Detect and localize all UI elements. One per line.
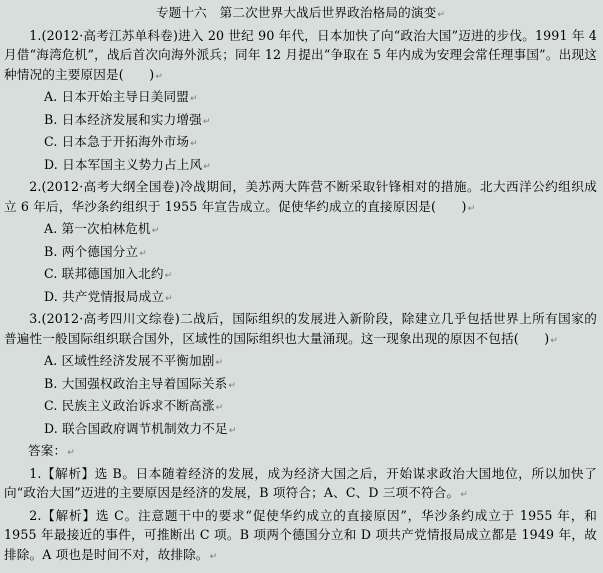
question-2-option-a: [4, 219, 597, 242]
option-text: A. 日本开始主导日美同盟: [44, 89, 189, 104]
question-2-option-d: [4, 287, 597, 310]
option-text: C. 民族主义政治诉求不断高涨: [44, 398, 215, 413]
paragraph-mark-icon: ↵: [228, 380, 237, 391]
option-text: B. 大国强权政治主导着国际关系: [44, 375, 228, 391]
question-1-option-a: [4, 87, 597, 110]
paragraph-mark-icon: ↵: [202, 116, 211, 127]
paragraph-mark-icon: ↵: [190, 139, 198, 149]
option-text: A. 区域性经济发展不平衡加剧: [44, 353, 215, 368]
option-text: A. 第一次柏林危机: [44, 221, 151, 236]
paragraph-mark-icon: ↵: [550, 335, 559, 346]
answers-heading-text: 答案：: [28, 443, 67, 458]
document-title: [4, 3, 597, 26]
option-text: C. 日本急于开拓海外市场: [44, 134, 190, 149]
paragraph-mark-icon: ↵: [67, 448, 75, 458]
answer-2: [4, 506, 597, 568]
question-3-option-d: [4, 419, 597, 442]
question-1-option-b: [4, 110, 597, 133]
option-text: D. 日本军国主义势力占上风: [44, 156, 203, 172]
answer-1: [4, 464, 597, 506]
question-1-stem-text: 1.(2012·高考江苏单科卷)进入 20 世纪 90 年代，日本加快了向“政治大国”迈进的步伐。1991 年 4 月借“海湾危机”，战后首次向海外派兵；同年 12 月提出“争取在 5 年内成为安理会常任理事国”。出现这种情况的主要原因是( ): [4, 27, 597, 82]
paragraph-mark-icon: ↵: [228, 425, 237, 436]
paragraph-mark-icon: ↵: [209, 551, 218, 562]
paragraph-mark-icon: ↵: [164, 271, 173, 281]
option-text: B. 两个德国分立: [44, 243, 139, 259]
paragraph-mark-icon: ↵: [203, 161, 211, 172]
document-title-text: 专题十六 第二次世界大战后世界政治格局的演变: [155, 5, 437, 20]
question-1-stem: [4, 26, 597, 88]
question-3-stem: [4, 309, 597, 351]
option-text: C. 联邦德国加入北约: [44, 266, 164, 281]
question-1-option-d: [4, 155, 597, 178]
question-3-option-a: [4, 351, 597, 374]
question-2-stem: [4, 177, 597, 219]
paragraph-mark-icon: ↵: [437, 10, 446, 20]
answers-heading: [4, 441, 597, 464]
question-3-option-c: [4, 396, 597, 419]
option-text: D. 联合国政府调节机制效力不足: [44, 420, 228, 436]
paragraph-mark-icon: ↵: [165, 293, 173, 304]
paragraph-mark-icon: ↵: [215, 403, 224, 413]
paragraph-mark-icon: ↵: [215, 358, 224, 368]
paragraph-mark-icon: ↵: [467, 203, 476, 214]
option-text: B. 日本经济发展和实力增强: [44, 111, 202, 127]
question-2-option-c: [4, 264, 597, 287]
question-3-option-b: [4, 374, 597, 397]
option-text: D. 共产党情报局成立: [44, 288, 165, 304]
question-1-option-c: [4, 132, 597, 155]
paragraph-mark-icon: ↵: [460, 490, 468, 500]
paragraph-mark-icon: ↵: [190, 94, 198, 104]
paragraph-mark-icon: ↵: [151, 226, 160, 236]
question-2-option-b: [4, 242, 597, 265]
question-2-stem-text: 2.(2012·高考大纲全国卷)冷战期间，美苏两大阵营不断采取针锋相对的措施。北大西洋公约组织成立 6 年后，华沙条约组织于 1955 年宣告成立。促使华约成立的直接原因是( ): [4, 179, 597, 214]
answer-1-text: 1.【解析】选 B。日本随着经济的发展，成为经济大国之后，开始谋求政治大国地位，所以加快了向“政治大国”迈进的主要原因是经济的发展，B 项符合；A、C、D 三项不符合。: [4, 465, 597, 500]
paragraph-mark-icon: ↵: [139, 248, 147, 259]
question-3-stem-text: 3.(2012·高考四川文综卷)二战后，国际组织的发展进入新阶段，除建立几乎包括世界上所有国家的普遍性一般国际组织联合国外，区域性的国际组织也大量涌现。这一现象出现的原因不包括( ): [4, 311, 597, 346]
answer-2-text: 2.【解析】选 C。注意题干中的要求“促使华约成立的直接原因”，华沙条约成立于 1955 年，和 1955 年最接近的事件，可推断出 C 项。B 项两个德国分立和 D 项共产党情报局成立都是 1949 年，故排除。A 项也是时间不对，故排除。: [4, 507, 597, 562]
paragraph-mark-icon: ↵: [155, 71, 164, 82]
